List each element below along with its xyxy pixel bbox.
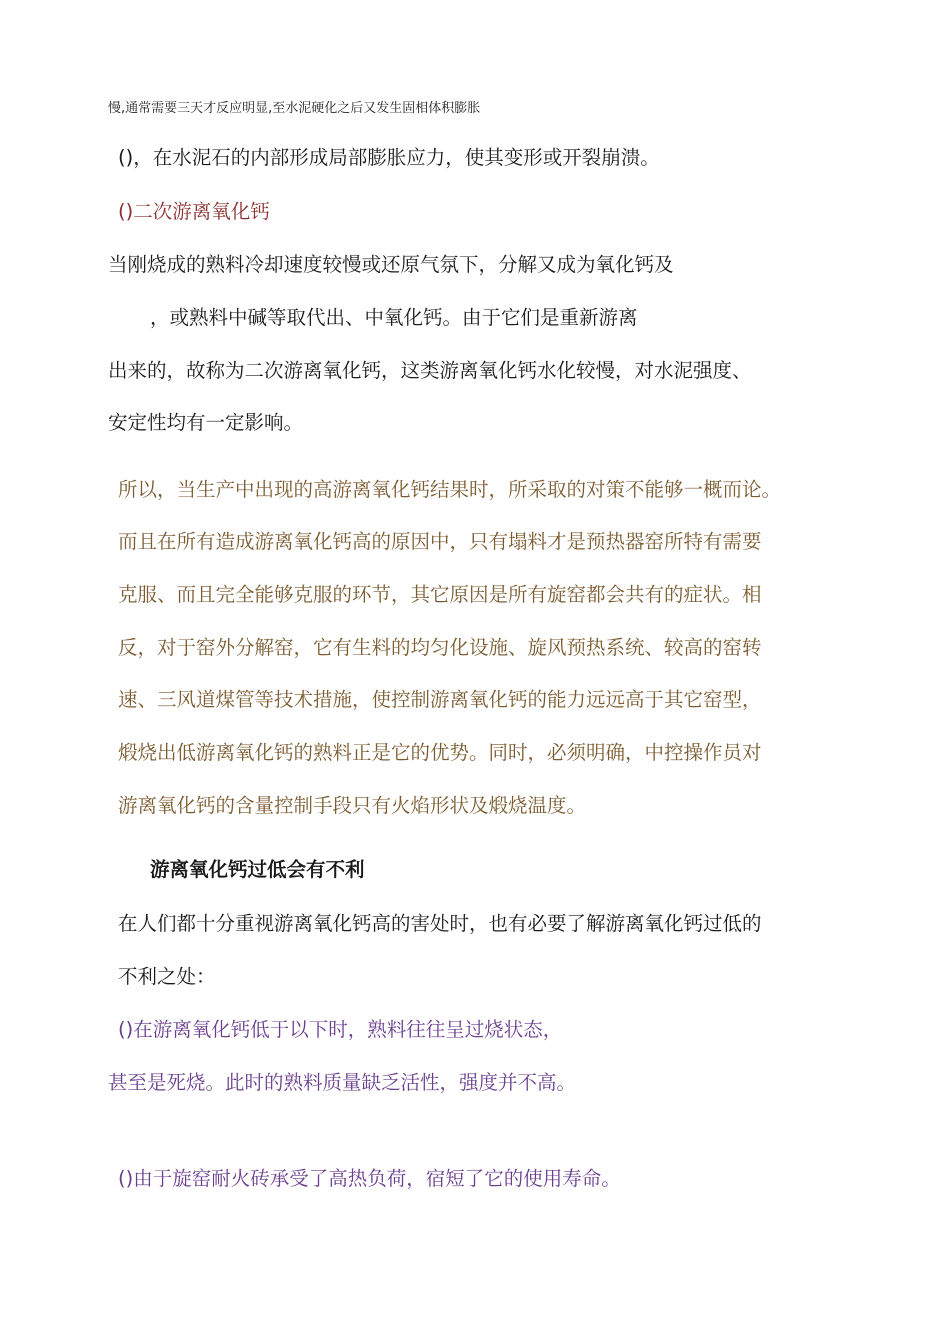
paragraph-line: 所以，当生产中出现的高游离氧化钙结果时，所采取的对策不能够一概而论。: [118, 478, 782, 501]
paragraph-line: 甚至是死烧。此时的熟料质量缺乏活性，强度并不高。: [108, 1071, 577, 1094]
paragraph-line: ()，在水泥石的内部形成局部膨胀应力，使其变形或开裂崩溃。: [118, 146, 660, 169]
paragraph-line: ()由于旋窑耐火砖承受了高热负荷，宿短了它的使用寿命。: [118, 1167, 621, 1190]
paragraph-line: 游离氧化钙的含量控制手段只有火焰形状及煅烧温度。: [118, 794, 587, 817]
paragraph-line: 克服、而且完全能够克服的环节，其它原因是所有旋窑都会共有的症状。相: [118, 583, 762, 606]
paragraph-line: 而且在所有造成游离氧化钙高的原因中，只有塌料才是预热器窑所特有需要: [118, 530, 762, 553]
top-fragment-text: 慢,通常需要三天才反应明显,至水泥硬化之后又发生固相体积膨胀: [108, 101, 481, 116]
paragraph-line: 出来的，故称为二次游离氧化钙，这类游离氧化钙水化较慢，对水泥强度、: [108, 359, 752, 382]
paragraph-line: 在人们都十分重视游离氧化钙高的害处时，也有必要了解游离氧化钙过低的: [118, 912, 762, 935]
paragraph-line: 速、三风道煤管等技术措施，使控制游离氧化钙的能力远远高于其它窑型，: [118, 688, 762, 711]
paragraph-line: 安定性均有一定影响。: [108, 411, 304, 434]
paragraph-line: ()在游离氧化钙低于以下时，熟料往往呈过烧状态，: [118, 1018, 563, 1041]
paragraph-line: 不利之处：: [118, 965, 216, 988]
section-title-secondary-free-lime: ()二次游离氧化钙: [118, 200, 270, 223]
section-heading-low-free-lime: 游离氧化钙过低会有不利: [150, 858, 365, 881]
paragraph-line: 煅烧出低游离氧化钙的熟料正是它的优势。同时，必须明确，中控操作员对: [118, 741, 762, 764]
paragraph-line: 反，对于窑外分解窑，它有生料的均匀化设施、旋风预热系统、较高的窑转: [118, 636, 762, 659]
paragraph-line: ，或熟料中碱等取代出、中氧化钙。由于它们是重新游离: [150, 306, 638, 329]
paragraph-line: 当刚烧成的熟料冷却速度较慢或还原气氛下，分解又成为氧化钙及: [108, 253, 674, 276]
